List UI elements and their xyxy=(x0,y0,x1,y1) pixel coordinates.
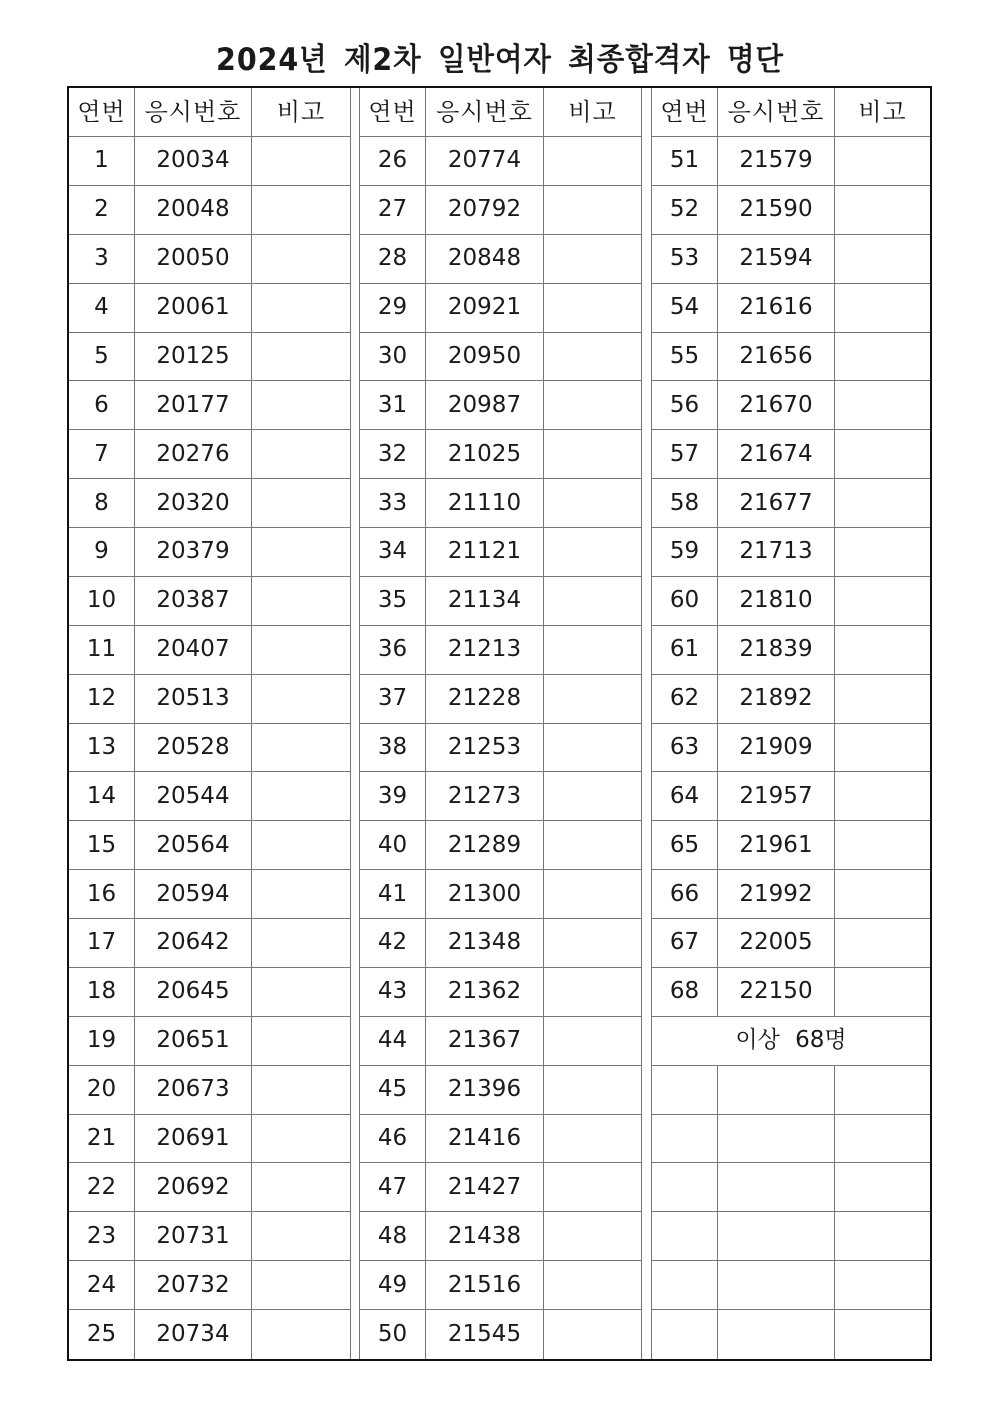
header-exam-number: 응시번호 xyxy=(426,88,544,137)
row-seq: 43 xyxy=(360,968,426,1017)
header-seq: 연번 xyxy=(69,88,135,137)
row-exam-number: 20642 xyxy=(135,919,252,968)
row-exam-number: 20048 xyxy=(135,186,252,235)
row-exam-number: 21909 xyxy=(718,724,835,773)
empty-seq xyxy=(652,1163,718,1212)
row-remarks xyxy=(544,479,642,528)
row-exam-number: 20050 xyxy=(135,235,252,284)
row-remarks xyxy=(252,1066,351,1115)
row-exam-number: 21362 xyxy=(426,968,544,1017)
row-remarks xyxy=(835,919,930,968)
row-remarks xyxy=(835,186,930,235)
group-divider xyxy=(351,479,360,528)
row-remarks xyxy=(544,137,642,186)
header-exam-number: 응시번호 xyxy=(718,88,835,137)
row-seq: 49 xyxy=(360,1261,426,1310)
row-remarks xyxy=(835,137,930,186)
row-exam-number: 21616 xyxy=(718,284,835,333)
row-exam-number: 20950 xyxy=(426,333,544,382)
group-divider xyxy=(351,724,360,773)
group-divider xyxy=(642,528,652,577)
empty-exam-number xyxy=(718,1212,835,1261)
row-remarks xyxy=(544,1163,642,1212)
row-exam-number: 21427 xyxy=(426,1163,544,1212)
group-divider xyxy=(351,333,360,382)
empty-exam-number xyxy=(718,1066,835,1115)
row-seq: 61 xyxy=(652,626,718,675)
row-remarks xyxy=(544,870,642,919)
row-exam-number: 20564 xyxy=(135,821,252,870)
row-remarks xyxy=(835,284,930,333)
row-remarks xyxy=(252,968,351,1017)
row-exam-number: 20732 xyxy=(135,1261,252,1310)
row-remarks xyxy=(835,528,930,577)
row-exam-number: 21213 xyxy=(426,626,544,675)
row-seq: 48 xyxy=(360,1212,426,1261)
row-seq: 65 xyxy=(652,821,718,870)
row-remarks xyxy=(544,1066,642,1115)
group-divider xyxy=(642,1310,652,1359)
row-remarks xyxy=(252,919,351,968)
group-divider xyxy=(351,528,360,577)
group-divider xyxy=(351,919,360,968)
row-exam-number: 21677 xyxy=(718,479,835,528)
row-seq: 59 xyxy=(652,528,718,577)
row-seq: 15 xyxy=(69,821,135,870)
row-exam-number: 20061 xyxy=(135,284,252,333)
group-divider xyxy=(351,675,360,724)
row-exam-number: 20774 xyxy=(426,137,544,186)
group-divider xyxy=(642,1017,652,1066)
row-seq: 34 xyxy=(360,528,426,577)
row-seq: 33 xyxy=(360,479,426,528)
empty-seq xyxy=(652,1310,718,1359)
row-seq: 19 xyxy=(69,1017,135,1066)
row-exam-number: 21273 xyxy=(426,772,544,821)
row-seq: 30 xyxy=(360,333,426,382)
row-seq: 2 xyxy=(69,186,135,235)
group-divider xyxy=(642,1115,652,1164)
group-divider xyxy=(351,1310,360,1359)
row-exam-number: 21416 xyxy=(426,1115,544,1164)
row-seq: 39 xyxy=(360,772,426,821)
empty-exam-number xyxy=(718,1115,835,1164)
group-divider xyxy=(642,430,652,479)
group-divider xyxy=(642,381,652,430)
empty-exam-number xyxy=(718,1310,835,1359)
row-seq: 26 xyxy=(360,137,426,186)
row-seq: 58 xyxy=(652,479,718,528)
group-divider xyxy=(642,919,652,968)
group-divider xyxy=(642,1261,652,1310)
row-seq: 35 xyxy=(360,577,426,626)
row-exam-number: 21892 xyxy=(718,675,835,724)
row-remarks xyxy=(544,968,642,1017)
empty-seq xyxy=(652,1261,718,1310)
row-remarks xyxy=(544,528,642,577)
group-divider xyxy=(351,968,360,1017)
row-remarks xyxy=(835,430,930,479)
row-remarks xyxy=(252,1212,351,1261)
row-seq: 38 xyxy=(360,724,426,773)
row-remarks xyxy=(252,1115,351,1164)
row-exam-number: 21025 xyxy=(426,430,544,479)
row-remarks xyxy=(252,626,351,675)
row-remarks xyxy=(544,724,642,773)
row-exam-number: 20691 xyxy=(135,1115,252,1164)
row-seq: 52 xyxy=(652,186,718,235)
group-divider xyxy=(351,430,360,479)
empty-remarks xyxy=(835,1115,930,1164)
row-seq: 37 xyxy=(360,675,426,724)
row-remarks xyxy=(835,821,930,870)
group-divider xyxy=(642,577,652,626)
row-seq: 32 xyxy=(360,430,426,479)
row-seq: 12 xyxy=(69,675,135,724)
group-divider xyxy=(642,870,652,919)
row-seq: 56 xyxy=(652,381,718,430)
row-seq: 44 xyxy=(360,1017,426,1066)
row-exam-number: 20792 xyxy=(426,186,544,235)
row-seq: 14 xyxy=(69,772,135,821)
row-remarks xyxy=(544,626,642,675)
group-divider xyxy=(351,1212,360,1261)
group-divider xyxy=(642,675,652,724)
row-exam-number: 21348 xyxy=(426,919,544,968)
row-remarks xyxy=(544,919,642,968)
row-remarks xyxy=(835,870,930,919)
row-seq: 41 xyxy=(360,870,426,919)
row-seq: 1 xyxy=(69,137,135,186)
row-remarks xyxy=(252,235,351,284)
group-divider xyxy=(642,186,652,235)
row-exam-number: 21300 xyxy=(426,870,544,919)
row-seq: 40 xyxy=(360,821,426,870)
row-exam-number: 20692 xyxy=(135,1163,252,1212)
row-remarks xyxy=(835,479,930,528)
row-remarks xyxy=(544,1310,642,1359)
row-remarks xyxy=(544,577,642,626)
row-remarks xyxy=(252,333,351,382)
empty-seq xyxy=(652,1066,718,1115)
group-divider xyxy=(351,137,360,186)
row-seq: 27 xyxy=(360,186,426,235)
group-divider xyxy=(351,1261,360,1310)
row-seq: 50 xyxy=(360,1310,426,1359)
header-remarks: 비고 xyxy=(252,88,351,137)
roster-table xyxy=(67,86,932,1361)
row-exam-number: 21545 xyxy=(426,1310,544,1359)
row-exam-number: 20645 xyxy=(135,968,252,1017)
group-divider xyxy=(642,88,652,137)
group-divider xyxy=(351,626,360,675)
row-seq: 36 xyxy=(360,626,426,675)
group-divider xyxy=(642,772,652,821)
row-exam-number: 21516 xyxy=(426,1261,544,1310)
row-seq: 47 xyxy=(360,1163,426,1212)
row-remarks xyxy=(835,626,930,675)
row-seq: 55 xyxy=(652,333,718,382)
row-exam-number: 21134 xyxy=(426,577,544,626)
row-remarks xyxy=(252,1261,351,1310)
row-exam-number: 21110 xyxy=(426,479,544,528)
row-exam-number: 20731 xyxy=(135,1212,252,1261)
group-divider xyxy=(351,235,360,284)
row-seq: 64 xyxy=(652,772,718,821)
group-divider xyxy=(351,186,360,235)
row-exam-number: 21992 xyxy=(718,870,835,919)
row-exam-number: 21228 xyxy=(426,675,544,724)
row-exam-number: 21594 xyxy=(718,235,835,284)
row-exam-number: 20387 xyxy=(135,577,252,626)
group-divider xyxy=(642,1212,652,1261)
group-divider xyxy=(351,870,360,919)
row-remarks xyxy=(252,675,351,724)
row-remarks xyxy=(835,381,930,430)
header-remarks: 비고 xyxy=(544,88,642,137)
row-remarks xyxy=(835,724,930,773)
empty-remarks xyxy=(835,1163,930,1212)
row-remarks xyxy=(835,968,930,1017)
row-remarks xyxy=(252,528,351,577)
group-divider xyxy=(642,284,652,333)
row-remarks xyxy=(252,724,351,773)
group-divider xyxy=(642,137,652,186)
group-divider xyxy=(642,626,652,675)
row-seq: 9 xyxy=(69,528,135,577)
row-seq: 28 xyxy=(360,235,426,284)
row-exam-number: 22150 xyxy=(718,968,835,1017)
row-exam-number: 22005 xyxy=(718,919,835,968)
row-exam-number: 21438 xyxy=(426,1212,544,1261)
group-divider xyxy=(351,772,360,821)
empty-remarks xyxy=(835,1212,930,1261)
row-seq: 20 xyxy=(69,1066,135,1115)
row-seq: 13 xyxy=(69,724,135,773)
row-exam-number: 21674 xyxy=(718,430,835,479)
page-title: 2024년 제2차 일반여자 최종합격자 명단 xyxy=(216,42,784,78)
row-seq: 45 xyxy=(360,1066,426,1115)
header-seq: 연번 xyxy=(360,88,426,137)
row-exam-number: 20407 xyxy=(135,626,252,675)
row-exam-number: 20673 xyxy=(135,1066,252,1115)
row-remarks xyxy=(835,577,930,626)
row-exam-number: 21253 xyxy=(426,724,544,773)
row-remarks xyxy=(252,430,351,479)
row-exam-number: 21656 xyxy=(718,333,835,382)
header-seq: 연번 xyxy=(652,88,718,137)
header-exam-number: 응시번호 xyxy=(135,88,252,137)
row-seq: 68 xyxy=(652,968,718,1017)
group-divider xyxy=(351,284,360,333)
row-remarks xyxy=(544,1261,642,1310)
row-exam-number: 21957 xyxy=(718,772,835,821)
row-seq: 67 xyxy=(652,919,718,968)
row-remarks xyxy=(835,675,930,724)
group-divider xyxy=(642,1163,652,1212)
group-divider xyxy=(642,235,652,284)
empty-remarks xyxy=(835,1066,930,1115)
row-seq: 22 xyxy=(69,1163,135,1212)
empty-remarks xyxy=(835,1310,930,1359)
row-seq: 5 xyxy=(69,333,135,382)
row-seq: 51 xyxy=(652,137,718,186)
row-seq: 31 xyxy=(360,381,426,430)
row-exam-number: 21713 xyxy=(718,528,835,577)
group-divider xyxy=(642,1066,652,1115)
row-exam-number: 20034 xyxy=(135,137,252,186)
row-exam-number: 20528 xyxy=(135,724,252,773)
row-exam-number: 20125 xyxy=(135,333,252,382)
row-remarks xyxy=(252,1310,351,1359)
row-remarks xyxy=(544,381,642,430)
row-exam-number: 20513 xyxy=(135,675,252,724)
row-remarks xyxy=(252,821,351,870)
group-divider xyxy=(351,1115,360,1164)
row-seq: 62 xyxy=(652,675,718,724)
row-exam-number: 20651 xyxy=(135,1017,252,1066)
row-seq: 66 xyxy=(652,870,718,919)
empty-remarks xyxy=(835,1261,930,1310)
row-remarks xyxy=(544,1017,642,1066)
row-seq: 8 xyxy=(69,479,135,528)
row-seq: 54 xyxy=(652,284,718,333)
row-exam-number: 21579 xyxy=(718,137,835,186)
group-divider xyxy=(642,479,652,528)
total-summary: 이상 68명 xyxy=(652,1017,930,1066)
row-remarks xyxy=(252,1163,351,1212)
row-seq: 53 xyxy=(652,235,718,284)
row-remarks xyxy=(544,333,642,382)
header-remarks: 비고 xyxy=(835,88,930,137)
row-seq: 17 xyxy=(69,919,135,968)
row-seq: 25 xyxy=(69,1310,135,1359)
row-exam-number: 21670 xyxy=(718,381,835,430)
empty-seq xyxy=(652,1115,718,1164)
row-remarks xyxy=(252,284,351,333)
row-exam-number: 21810 xyxy=(718,577,835,626)
row-remarks xyxy=(544,186,642,235)
row-remarks xyxy=(835,772,930,821)
row-remarks xyxy=(252,870,351,919)
row-exam-number: 20594 xyxy=(135,870,252,919)
row-exam-number: 21961 xyxy=(718,821,835,870)
row-seq: 60 xyxy=(652,577,718,626)
row-seq: 42 xyxy=(360,919,426,968)
group-divider xyxy=(642,821,652,870)
row-remarks xyxy=(252,381,351,430)
group-divider xyxy=(642,333,652,382)
row-remarks xyxy=(544,675,642,724)
row-seq: 57 xyxy=(652,430,718,479)
row-exam-number: 20320 xyxy=(135,479,252,528)
group-divider xyxy=(351,88,360,137)
row-seq: 6 xyxy=(69,381,135,430)
row-exam-number: 21121 xyxy=(426,528,544,577)
group-divider xyxy=(351,1066,360,1115)
row-exam-number: 20276 xyxy=(135,430,252,479)
row-remarks xyxy=(252,137,351,186)
row-exam-number: 21839 xyxy=(718,626,835,675)
row-exam-number: 20544 xyxy=(135,772,252,821)
row-exam-number: 20734 xyxy=(135,1310,252,1359)
roster-grid xyxy=(69,88,930,1359)
group-divider xyxy=(351,1163,360,1212)
group-divider xyxy=(351,821,360,870)
row-remarks xyxy=(252,186,351,235)
row-remarks xyxy=(252,479,351,528)
row-exam-number: 21396 xyxy=(426,1066,544,1115)
row-seq: 3 xyxy=(69,235,135,284)
row-remarks xyxy=(252,577,351,626)
row-exam-number: 21289 xyxy=(426,821,544,870)
row-remarks xyxy=(544,235,642,284)
row-remarks xyxy=(835,235,930,284)
group-divider xyxy=(351,577,360,626)
row-remarks xyxy=(544,821,642,870)
row-seq: 11 xyxy=(69,626,135,675)
row-exam-number: 20379 xyxy=(135,528,252,577)
row-exam-number: 20921 xyxy=(426,284,544,333)
row-remarks xyxy=(835,333,930,382)
row-exam-number: 21367 xyxy=(426,1017,544,1066)
row-seq: 10 xyxy=(69,577,135,626)
row-seq: 23 xyxy=(69,1212,135,1261)
row-seq: 21 xyxy=(69,1115,135,1164)
row-remarks xyxy=(544,772,642,821)
row-seq: 29 xyxy=(360,284,426,333)
row-exam-number: 20848 xyxy=(426,235,544,284)
row-exam-number: 20177 xyxy=(135,381,252,430)
group-divider xyxy=(642,968,652,1017)
empty-exam-number xyxy=(718,1261,835,1310)
row-exam-number: 21590 xyxy=(718,186,835,235)
row-seq: 16 xyxy=(69,870,135,919)
row-seq: 4 xyxy=(69,284,135,333)
row-remarks xyxy=(544,430,642,479)
row-seq: 46 xyxy=(360,1115,426,1164)
group-divider xyxy=(351,1017,360,1066)
row-remarks xyxy=(252,772,351,821)
empty-exam-number xyxy=(718,1163,835,1212)
group-divider xyxy=(351,381,360,430)
row-seq: 18 xyxy=(69,968,135,1017)
row-seq: 24 xyxy=(69,1261,135,1310)
row-exam-number: 20987 xyxy=(426,381,544,430)
row-seq: 7 xyxy=(69,430,135,479)
group-divider xyxy=(642,724,652,773)
row-remarks xyxy=(544,1115,642,1164)
empty-seq xyxy=(652,1212,718,1261)
row-seq: 63 xyxy=(652,724,718,773)
row-remarks xyxy=(544,284,642,333)
row-remarks xyxy=(252,1017,351,1066)
row-remarks xyxy=(544,1212,642,1261)
